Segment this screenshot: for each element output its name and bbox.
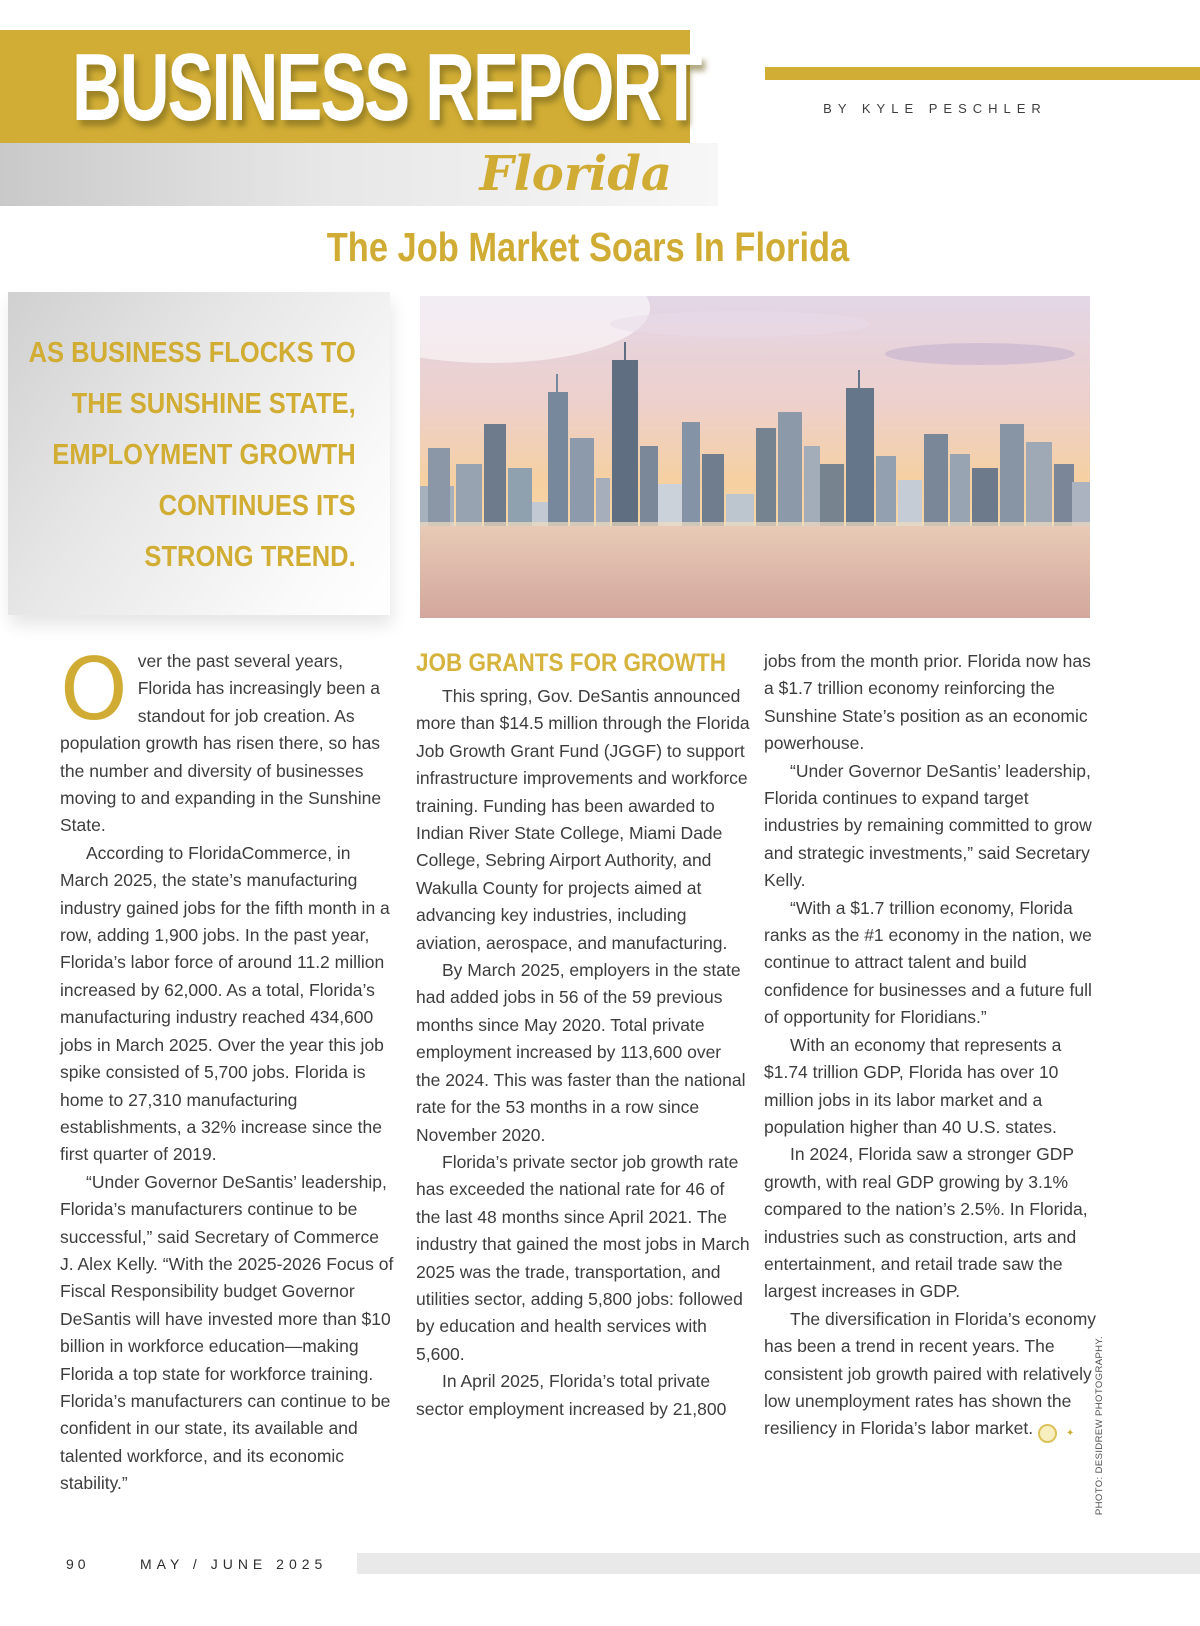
paragraph: In 2024, Florida saw a stronger GDP growth, with real GDP growing by 3.1% compared to the nation’s 2.5%. In Florida, industries such as construction, arts and entertainment, and retail trade saw the largest increases in GDP.	[764, 1144, 1088, 1302]
paragraph: The diversification in Florida’s economy has been a trend in recent years. The consistent job growth paired with relatively low unemployment rates has shown the resiliency in Florida’s labor market. ✦	[764, 1306, 1098, 1444]
pull-quote-box	[8, 292, 390, 615]
article-title: The Job Market Soars In Florida	[326, 224, 849, 270]
paragraph: In April 2025, Florida’s total private sector employment increased by 21,800	[416, 1371, 727, 1419]
paragraph: Florida’s private sector job growth rate has exceeded the national rate for 46 of the last 48 months since April 2021. The industry that gained the most jobs in March 2025 was the trade, transportation, and utilities sector, adding 5,800 jobs: followed by education and health services with 5,600.	[416, 1151, 750, 1364]
pull-quote	[29, 328, 356, 583]
pull-quote-line: STRONG TREND.	[144, 541, 356, 573]
paragraph: “With a $1.7 trillion economy, Florida ranks as the #1 economy in the nation, we continue to attract talent and build confidence for businesses and a future full of opportunity for Floridians.”	[764, 897, 1092, 1028]
photo-credit: PHOTO: DESIDREW PHOTOGRAPHY.	[1094, 1336, 1105, 1516]
skyline-photo	[420, 296, 1090, 618]
pull-quote-line: THE SUNSHINE STATE,	[71, 388, 356, 420]
masthead-script-subtitle: Florida	[479, 146, 672, 202]
byline-accent-bar	[765, 67, 1200, 80]
pull-quote-line: AS BUSINESS FLOCKS TO	[28, 337, 356, 369]
masthead-gray-band	[0, 143, 718, 206]
body-column-1	[60, 640, 394, 1498]
paragraph: This spring, Gov. DeSantis announced more than $14.5 million through the Florida Job Growth Grant Fund (JGGF) to support infrastructure improvements and workforce training. Funding has been awarded to Indian River State College, Miami Dade College, Sebring Airport Authority, and Wakulla County for projects aimed at advancing key industries, including aviation, aerospace, and manufacturing.	[416, 686, 750, 953]
masthead-title: BUSINESS REPORT	[72, 34, 701, 141]
pull-quote-line: CONTINUES ITS	[158, 490, 356, 522]
footer-page-number: 90	[66, 1556, 90, 1572]
paragraph: “Under Governor DeSantis’ leadership, Florida continues to expand target industries by remaining committed to grow and strategic investments,” said Secretary Kelly.	[764, 760, 1092, 891]
pull-quote-line: EMPLOYMENT GROWTH	[52, 439, 356, 471]
drop-cap: O	[60, 640, 128, 740]
byline: BY KYLE PESCHLER	[823, 101, 1047, 116]
paragraph: By March 2025, employers in the state had added jobs in 56 of the 59 previous months since May 2020. Total private employment increased by 113,600 over the 2024. This was faster than the national rate for the 53 months in a row since November 2020.	[416, 960, 746, 1145]
masthead-gold-block	[0, 30, 701, 143]
body-column-3	[764, 648, 1098, 1443]
footer-issue: MAY / JUNE 2025	[140, 1556, 328, 1572]
section-heading: JOB GRANTS FOR GROWTH	[416, 649, 726, 677]
paragraph: “Under Governor DeSantis’ leadership, Florida’s manufacturers continue to be successful,” said Secretary of Commerce J. Alex Kelly. “With the 2025-2026 Focus of Fiscal Responsibility budget Governor DeSantis will have invested more than $10 billion in workforce education—making Florida a top state for workforce training. Florida’s manufacturers can continue to be confident in our state, its available and talented workforce, and its economic stability.”	[60, 1171, 394, 1494]
paragraph: According to FloridaCommerce, in March 2025, the state’s manufacturing industry gained jobs for the fifth month in a row, adding 1,900 jobs. In the past year, Florida’s labor force of around 11.2 million increased by 62,000. As a total, Florida’s manufacturing industry reached 434,600 jobs in March 2025. Over the year this job spike consisted of 5,700 jobs. Florida is home to 27,310 manufacturing establishments, a 32% increase since the first quarter of 2019.	[60, 842, 390, 1165]
paragraph: jobs from the month prior. Florida now has a $1.7 trillion economy reinforcing the Sunshine State’s position as an economic powerhouse.	[764, 651, 1091, 754]
body-column-2	[416, 648, 750, 1423]
article-end-icon: ✦	[1038, 1424, 1057, 1443]
paragraph: With an economy that represents a $1.74 trillion GDP, Florida has over 10 million jobs in its labor market and a population higher than 40 U.S. states.	[764, 1034, 1062, 1137]
paragraph: Over the past several years, Florida has increasingly been a standout for job creation. As population growth has risen there, so has the number and diversity of businesses moving to and expanding in the Sunshine State.	[60, 640, 382, 836]
footer-bar	[357, 1553, 1200, 1574]
